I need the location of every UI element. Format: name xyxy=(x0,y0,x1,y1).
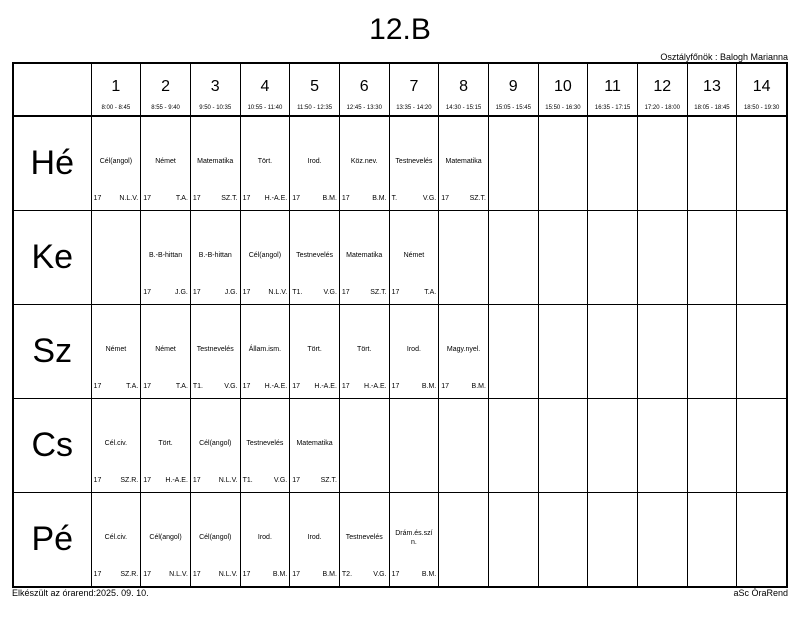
day-row xyxy=(13,305,787,399)
lesson-cell xyxy=(389,211,439,305)
empty-cell xyxy=(687,493,737,588)
lesson-subject: Cél(angol) xyxy=(149,534,182,541)
lesson-room: 17 xyxy=(242,571,251,578)
lesson-room: T2. xyxy=(341,571,353,578)
day-row xyxy=(13,116,787,211)
lesson-subject: Matematika xyxy=(346,252,383,259)
page-title: 12.B xyxy=(369,13,431,46)
lesson-subject: Irod. xyxy=(307,534,322,541)
lesson-teacher: B.M. xyxy=(471,383,486,390)
lesson-subject: Testnevelés xyxy=(296,252,334,259)
timetable-body xyxy=(13,116,787,587)
empty-cell xyxy=(588,493,638,588)
lesson-room: 17 xyxy=(93,383,102,390)
lesson-teacher: V.G. xyxy=(273,477,288,484)
empty-cell xyxy=(488,211,538,305)
lesson-cell xyxy=(339,211,389,305)
lesson-room: T1. xyxy=(192,383,204,390)
timetable xyxy=(12,62,788,588)
lesson-teacher: H.-A.E. xyxy=(364,383,387,390)
lesson-room: 17 xyxy=(143,289,152,296)
lesson-room: 17 xyxy=(391,571,400,578)
lesson-room: 17 xyxy=(93,195,102,202)
period-header xyxy=(637,63,687,116)
lesson-cell xyxy=(290,116,340,211)
lesson-subject: Cél(angol) xyxy=(99,158,133,165)
lesson-cell xyxy=(190,493,240,588)
lesson-room: 17 xyxy=(143,195,152,202)
period-number: 7 xyxy=(409,78,419,95)
empty-cell xyxy=(637,211,687,305)
empty-cell xyxy=(737,493,787,588)
lesson-subject: Matematika xyxy=(296,440,333,447)
period-time: 12:45 - 13:30 xyxy=(346,105,382,111)
empty-cell xyxy=(439,211,489,305)
period-time: 8:00 - 8:45 xyxy=(101,105,131,111)
period-number: 2 xyxy=(161,78,170,95)
period-time: 13:35 - 14:20 xyxy=(396,105,432,111)
lesson-subject: Cél.civ. xyxy=(104,534,128,541)
lesson-room: 17 xyxy=(292,195,301,202)
lesson-subject: Cél(angol) xyxy=(199,534,232,541)
empty-cell xyxy=(538,305,588,399)
empty-cell xyxy=(389,399,439,493)
lesson-teacher: T.A. xyxy=(126,383,139,390)
lesson-room: 17 xyxy=(192,195,201,202)
lesson-room: T. xyxy=(391,195,398,202)
period-number: 1 xyxy=(111,78,121,95)
lesson-cell xyxy=(290,211,340,305)
empty-cell xyxy=(339,399,389,493)
lesson-subject: Állam.ism. xyxy=(248,346,282,353)
day-row xyxy=(13,399,787,493)
period-header xyxy=(737,63,787,116)
period-number: 13 xyxy=(703,78,721,95)
lesson-cell xyxy=(240,211,290,305)
lesson-room: 17 xyxy=(143,571,152,578)
lesson-cell xyxy=(91,116,141,211)
lesson-subject: Testnevelés xyxy=(196,346,234,353)
lesson-cell xyxy=(339,305,389,399)
lesson-subject: B.-B-hittan xyxy=(149,252,183,259)
period-time: 15:50 - 16:30 xyxy=(545,105,581,111)
lesson-cell xyxy=(190,116,240,211)
lesson-teacher: N.L.V. xyxy=(119,195,139,202)
lesson-teacher: V.G. xyxy=(422,195,437,202)
lesson-subject: Matematika xyxy=(445,158,482,165)
corner-cell xyxy=(13,63,91,116)
period-header xyxy=(588,63,638,116)
period-time: 14:30 - 15:15 xyxy=(445,105,482,111)
lesson-room: 17 xyxy=(341,289,350,296)
day-label: Sz xyxy=(13,305,91,399)
lesson-teacher: V.G. xyxy=(224,383,238,390)
period-header xyxy=(687,63,737,116)
lesson-subject: Tört. xyxy=(257,158,273,165)
lesson-cell xyxy=(141,493,191,588)
day-label: Ke xyxy=(13,211,91,305)
day-row xyxy=(13,211,787,305)
period-header xyxy=(91,63,141,116)
lesson-teacher: SZ.T. xyxy=(320,477,337,484)
brand-label: aSc ÓraRend xyxy=(733,588,788,598)
lesson-subject: Német xyxy=(155,158,176,165)
created-date: Elkészült az órarend:2025. 09. 10. xyxy=(12,588,149,598)
empty-cell xyxy=(588,305,638,399)
lesson-teacher: V.G. xyxy=(373,571,387,578)
lesson-room: 17 xyxy=(441,383,450,390)
period-header xyxy=(339,63,389,116)
lesson-room: 17 xyxy=(292,383,301,390)
lesson-subject: Német xyxy=(105,346,127,353)
lesson-subject: Irod. xyxy=(257,534,272,541)
lesson-room: 17 xyxy=(242,383,251,390)
lesson-teacher: B.M. xyxy=(322,571,337,578)
empty-cell xyxy=(488,116,538,211)
lesson-cell xyxy=(240,305,290,399)
empty-cell xyxy=(91,211,141,305)
empty-cell xyxy=(439,493,489,588)
empty-cell xyxy=(488,399,538,493)
lesson-cell xyxy=(141,116,191,211)
empty-cell xyxy=(737,211,787,305)
lesson-subject: Cél(angol) xyxy=(248,252,282,259)
period-number: 8 xyxy=(459,78,469,95)
lesson-cell xyxy=(290,493,340,588)
lesson-cell xyxy=(190,305,240,399)
period-time: 17:20 - 18:00 xyxy=(644,105,680,111)
lesson-subject: Testnevelés xyxy=(345,534,383,541)
lesson-teacher: T.A. xyxy=(175,383,188,390)
lesson-subject: Tört. xyxy=(307,346,322,353)
empty-cell xyxy=(637,305,687,399)
lesson-room: T1. xyxy=(292,289,303,296)
lesson-subject: Köz.nev. xyxy=(350,158,378,165)
lesson-teacher: N.L.V. xyxy=(169,571,188,578)
lesson-teacher: T.A. xyxy=(424,289,437,296)
lesson-teacher: B.M. xyxy=(421,571,437,578)
lesson-teacher: SZ.R. xyxy=(120,477,139,484)
period-number: 4 xyxy=(260,78,270,95)
lesson-subject: Testnevelés xyxy=(246,440,284,447)
empty-cell xyxy=(439,399,489,493)
empty-cell xyxy=(538,116,588,211)
period-time: 10:55 - 11:40 xyxy=(247,105,283,111)
day-row xyxy=(13,493,787,588)
empty-cell xyxy=(687,305,737,399)
lesson-cell xyxy=(290,305,340,399)
lesson-subject: Drám.és.szí n. xyxy=(395,530,433,546)
lesson-subject: Német xyxy=(403,252,425,259)
period-time: 15:05 - 15:45 xyxy=(495,105,531,111)
lesson-cell xyxy=(240,493,290,588)
lesson-cell xyxy=(339,493,389,588)
lesson-teacher: T.A. xyxy=(175,195,188,202)
lesson-room: 17 xyxy=(93,571,102,578)
lesson-room: T1. xyxy=(242,477,253,484)
empty-cell xyxy=(637,493,687,588)
period-number: 12 xyxy=(653,78,672,95)
lesson-teacher: SZ.R. xyxy=(120,571,139,578)
lesson-cell xyxy=(339,116,389,211)
lesson-subject: Testnevelés xyxy=(395,158,433,165)
lesson-room: 17 xyxy=(93,477,102,484)
lesson-teacher: N.L.V. xyxy=(218,477,238,484)
empty-cell xyxy=(588,399,638,493)
lesson-teacher: B.M. xyxy=(421,383,437,390)
lesson-teacher: SZ.T. xyxy=(469,195,486,202)
lesson-teacher: SZ.T. xyxy=(221,195,238,202)
period-time: 18:50 - 19:30 xyxy=(743,105,780,111)
period-number: 11 xyxy=(604,78,621,95)
lesson-cell xyxy=(141,305,191,399)
lesson-room: 17 xyxy=(143,383,152,390)
lesson-teacher: B.M. xyxy=(322,195,337,202)
period-number: 6 xyxy=(359,78,369,95)
period-number: 5 xyxy=(310,78,320,95)
lesson-cell xyxy=(91,305,141,399)
lesson-subject: Cél.civ. xyxy=(104,440,128,447)
lesson-teacher: B.M. xyxy=(272,571,288,578)
lesson-cell xyxy=(190,399,240,493)
period-header-row xyxy=(13,63,787,116)
empty-cell xyxy=(687,399,737,493)
empty-cell xyxy=(488,305,538,399)
period-number: 9 xyxy=(508,78,518,95)
lesson-room: 17 xyxy=(242,195,251,202)
lesson-teacher: J.G. xyxy=(224,289,238,296)
period-header xyxy=(141,63,191,116)
period-time: 16:35 - 17:15 xyxy=(594,105,631,111)
lesson-room: 17 xyxy=(192,289,201,296)
lesson-cell xyxy=(91,399,141,493)
lesson-room: 17 xyxy=(391,383,400,390)
empty-cell xyxy=(687,116,737,211)
lesson-teacher: V.G. xyxy=(323,289,337,296)
empty-cell xyxy=(737,116,787,211)
lesson-room: 17 xyxy=(292,571,301,578)
lesson-teacher: SZ.T. xyxy=(370,289,387,296)
lesson-cell xyxy=(290,399,340,493)
lesson-cell xyxy=(439,116,489,211)
period-header xyxy=(439,63,489,116)
lesson-subject: Magy.nyel. xyxy=(446,346,481,353)
empty-cell xyxy=(538,211,588,305)
empty-cell xyxy=(538,399,588,493)
period-header xyxy=(538,63,588,116)
lesson-subject: Irod. xyxy=(307,158,322,165)
lesson-subject: Tört. xyxy=(158,440,173,447)
lesson-teacher: N.L.V. xyxy=(268,289,288,296)
lesson-cell xyxy=(439,305,489,399)
empty-cell xyxy=(637,116,687,211)
lesson-teacher: H.-A.E. xyxy=(314,383,337,390)
period-time: 18:05 - 18:45 xyxy=(694,105,730,111)
period-header xyxy=(290,63,340,116)
lesson-cell xyxy=(389,305,439,399)
empty-cell xyxy=(737,305,787,399)
lesson-cell xyxy=(91,493,141,588)
lesson-subject: Tört. xyxy=(357,346,372,353)
lesson-teacher: H.-A.E. xyxy=(264,195,288,202)
lesson-subject: B.-B-hittan xyxy=(198,252,232,259)
period-number: 3 xyxy=(210,78,220,95)
lesson-cell xyxy=(389,493,439,588)
period-header xyxy=(190,63,240,116)
lesson-subject: Irod. xyxy=(406,346,421,353)
lesson-teacher: H.-A.E. xyxy=(264,383,288,390)
empty-cell xyxy=(588,211,638,305)
lesson-cell xyxy=(240,399,290,493)
day-label: Cs xyxy=(13,399,91,493)
period-time: 9:50 - 10:35 xyxy=(199,105,232,111)
lesson-subject: Német xyxy=(155,346,176,353)
period-number: 14 xyxy=(752,78,771,95)
lesson-subject: Cél(angol) xyxy=(199,440,232,447)
day-label: Pé xyxy=(13,493,91,588)
empty-cell xyxy=(538,493,588,588)
lesson-cell xyxy=(190,211,240,305)
empty-cell xyxy=(488,493,538,588)
period-time: 11:50 - 12:35 xyxy=(297,105,333,111)
empty-cell xyxy=(588,116,638,211)
lesson-cell xyxy=(389,116,439,211)
lesson-teacher: H.-A.E. xyxy=(165,477,188,484)
lesson-cell xyxy=(240,116,290,211)
period-number: 10 xyxy=(554,78,572,95)
period-header xyxy=(488,63,538,116)
lesson-room: 17 xyxy=(391,289,400,296)
lesson-room: 17 xyxy=(292,477,301,484)
lesson-room: 17 xyxy=(341,195,350,202)
lesson-room: 17 xyxy=(341,383,350,390)
lesson-teacher: N.L.V. xyxy=(218,571,238,578)
lesson-teacher: B.M. xyxy=(372,195,387,202)
lesson-cell xyxy=(141,211,191,305)
lesson-teacher: J.G. xyxy=(175,289,188,296)
lesson-room: 17 xyxy=(192,477,201,484)
lesson-cell xyxy=(141,399,191,493)
class-teacher: Osztályfőnök : Balogh Marianna xyxy=(660,52,788,62)
lesson-room: 17 xyxy=(441,195,450,202)
day-label: Hé xyxy=(13,116,91,211)
period-header xyxy=(389,63,439,116)
period-header xyxy=(240,63,290,116)
lesson-room: 17 xyxy=(192,571,201,578)
period-time: 8:55 - 9:40 xyxy=(151,105,180,111)
empty-cell xyxy=(687,211,737,305)
lesson-room: 17 xyxy=(242,289,251,296)
lesson-subject: Matematika xyxy=(197,158,234,165)
empty-cell xyxy=(737,399,787,493)
empty-cell xyxy=(637,399,687,493)
lesson-room: 17 xyxy=(143,477,152,484)
